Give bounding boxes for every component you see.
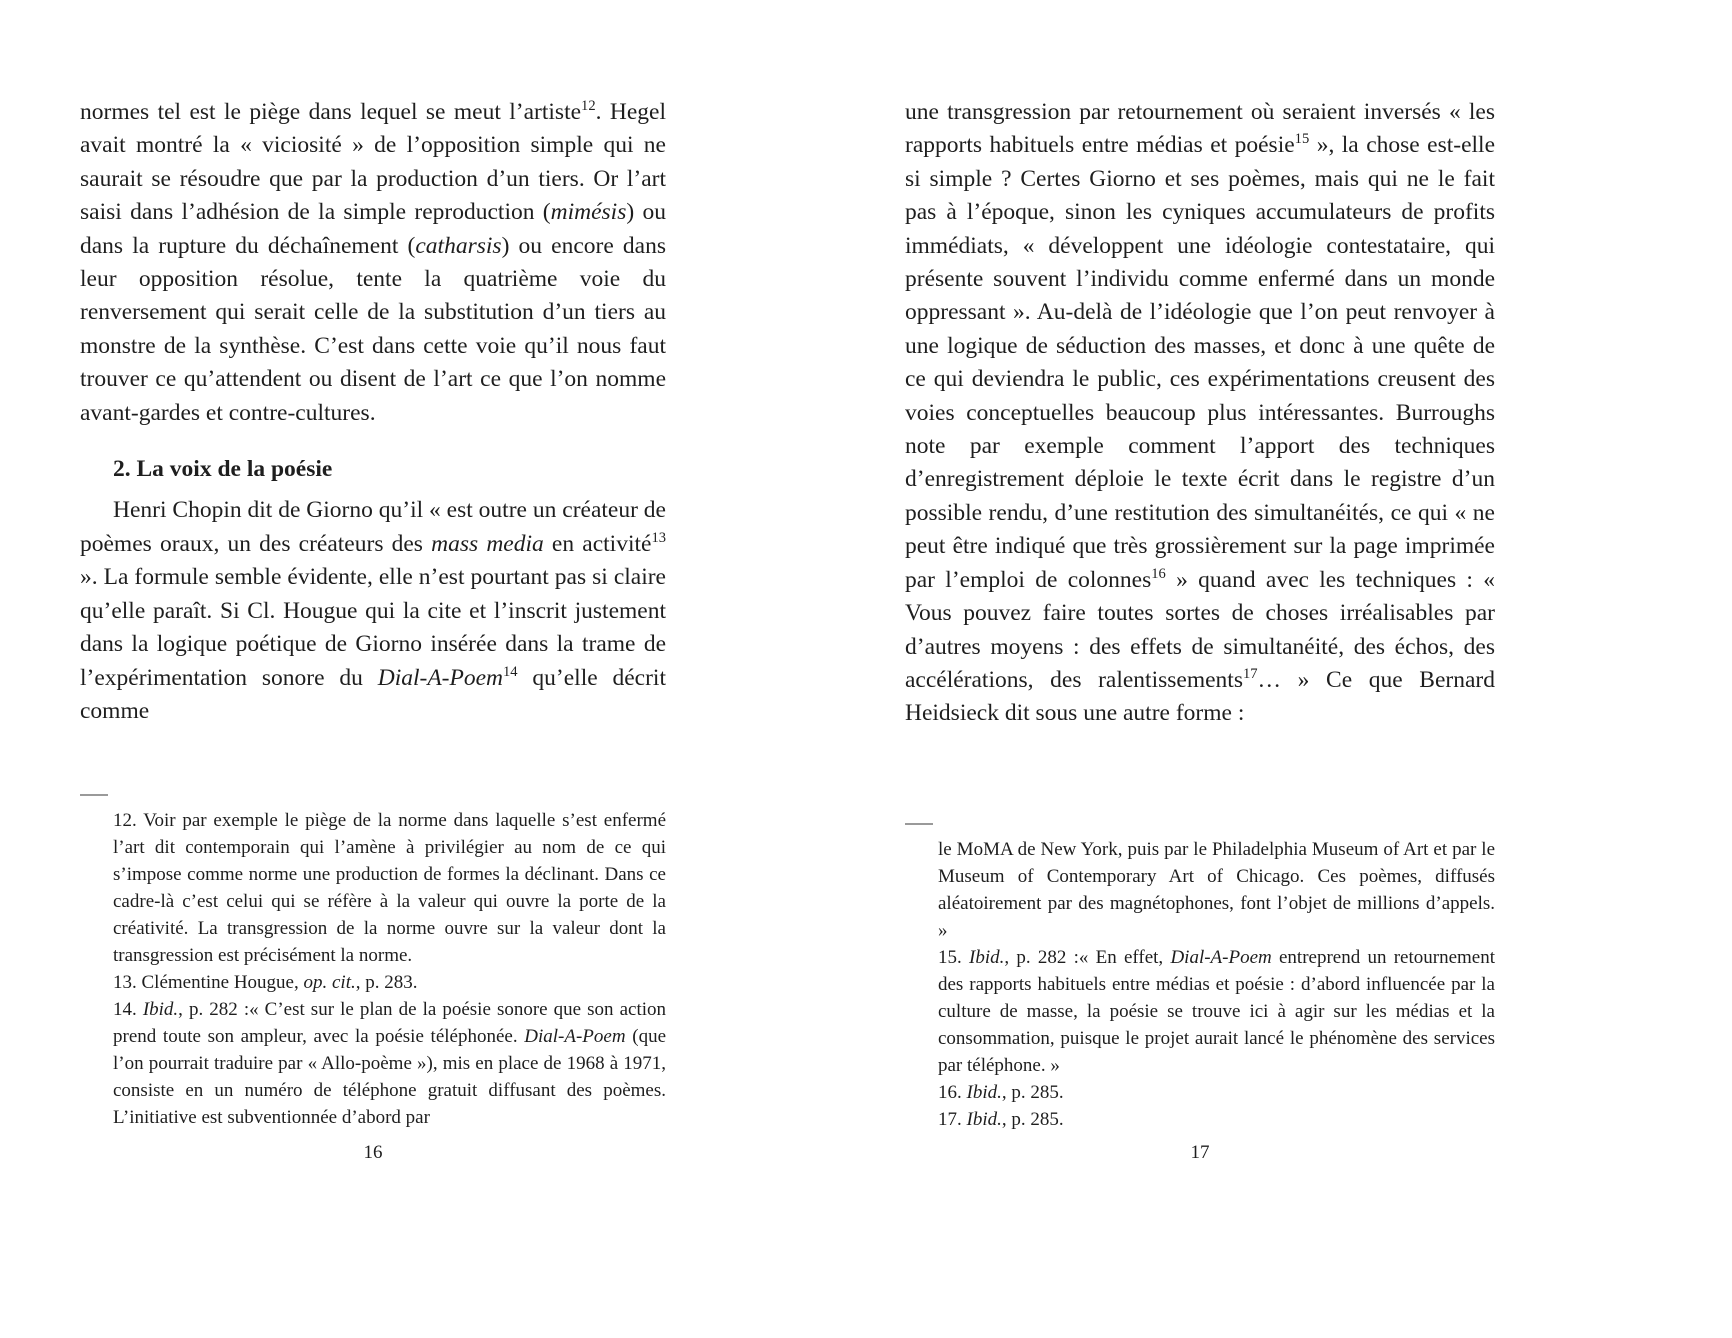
footnote-separator [905, 823, 933, 825]
footnote-separator [80, 794, 108, 796]
body-paragraph: Henri Chopin dit de Giorno qu’il « est outre un créateur de poèmes oraux, un des créateurs des mass media en activité$^{13}$ ». La formule semble évidente, elle n’est pourtant pas si claire qu’elle paraît. Si Cl. Hougue qui la cite et l’inscrit justement dans la logique poétique de Giorno insérée dans la trame de l’expérimentation sonore du Dial-A-Poem$^{14}$ qu’elle décrit comme [80, 497, 666, 724]
footnote: 16. Ibid., p. 285. [938, 1082, 1064, 1103]
footnote: 12. Voir par exemple le piège de la norme dans laquelle s’est enfermé l’art dit contemporain qui l’amène à privilégier au nom de ce qui s’impose comme norme une production de formes la déclinant. Dans ce cadre-là c’est celui qui se réfère à la valeur qui ouvre la porte de la créativité. La transgression de la norme ouvre sur la valeur dont la transgression est précisément la norme. [113, 810, 666, 966]
body-paragraph: une transgression par retournement où seraient inversés « les rapports habituels entre médias et poésie$^{15}$ », la chose est-elle si simple ? Certes Giorno et ses poèmes, mais qui ne le fait pas à l’époque, sinon les cyniques accumulateurs de profits immédiats, « développent une idéologie contestataire, qui présente souvent l’individu comme enfermé dans un monde oppressant ». Au-delà de l’idéologie que l’on peut renvoyer à une logique de séduction des masses, et donc à une quête de ce qui deviendra le public, ces expérimentations creusent des voies conceptuelles beaucoup plus intéressantes. Burroughs note par exemple comment l’apport des techniques d’enregistrement déploie le texte écrit dans le registre d’un possible rendu, d’une restitution des simultanéités, ce qui « ne peut être indiqué que très grossièrement sur la page imprimée par l’emploi de colonnes$^{16}$ » quand avec les techniques : « Vous pouvez faire toutes sortes de choses irréalisables par d’autres moyens : des effets de simultanéité, des échos, des accélérations, des ralentissements$^{17}$… » Ce que Bernard Heidsieck dit sous une autre forme : [905, 99, 1495, 727]
page-right [905, 0, 1495, 1338]
footnote: 15. Ibid., p. 282 :« En effet, Dial-A-Poem entreprend un retournement des rapports habituels entre médias et poésie : d’abord influencée par la culture de masse, la poésie se trouve ici à agir sur les médias et la consommation, puisque le projet aurait lancé le phénomène des services par téléphone. » [938, 947, 1495, 1076]
page-number: 16 [363, 1142, 383, 1163]
footnotes-right [938, 836, 1495, 1133]
body-text-left [80, 96, 666, 728]
page-number: 17 [1190, 1142, 1210, 1163]
footnotes-left [113, 807, 666, 1131]
body-text-right [905, 96, 1495, 731]
body-paragraph: normes tel est le piège dans lequel se meut l’artiste$^{12}$. Hegel avait montré la « viciosité » de l’opposition simple qui ne saurait se résoudre que par la production d’un tiers. Or l’art saisi dans l’adhésion de la simple reproduction (mimésis) ou dans la rupture du déchaînement (catharsis) ou encore dans leur opposition résolue, tente la quatrième voie du renversement qui serait celle de la substitution d’un tiers au monstre de la synthèse. C’est dans cette voie qu’il nous faut trouver ce qu’attendent ou disent de l’art ce que l’on nomme avant-gardes et contre-cultures. [80, 98, 666, 426]
page-left [80, 0, 666, 1338]
footnote: 13. Clémentine Hougue, op. cit., p. 283. [113, 972, 418, 993]
footnote: 17. Ibid., p. 285. [938, 1109, 1064, 1130]
footnote-continuation: le MoMA de New York, puis par le Philadelphia Museum of Art et par le Museum of Contemporary Art of Chicago. Ces poèmes, diffusés aléatoirement par des magnétophones, font l’objet de millions d’appels. » [938, 839, 1495, 941]
footnote: 14. Ibid., p. 282 :« C’est sur le plan de la poésie sonore que son action prend toute son ampleur, avec la poésie téléphonée. Dial-A-Poem (que l’on pourrait traduire par « Allo-poème »), mis en place de 1968 à 1971, consiste en un numéro de téléphone gratuit diffusant des poèmes. L’initiative est subventionnée d’abord par [113, 999, 666, 1128]
section-heading: 2. La voix de la poésie [113, 456, 333, 483]
